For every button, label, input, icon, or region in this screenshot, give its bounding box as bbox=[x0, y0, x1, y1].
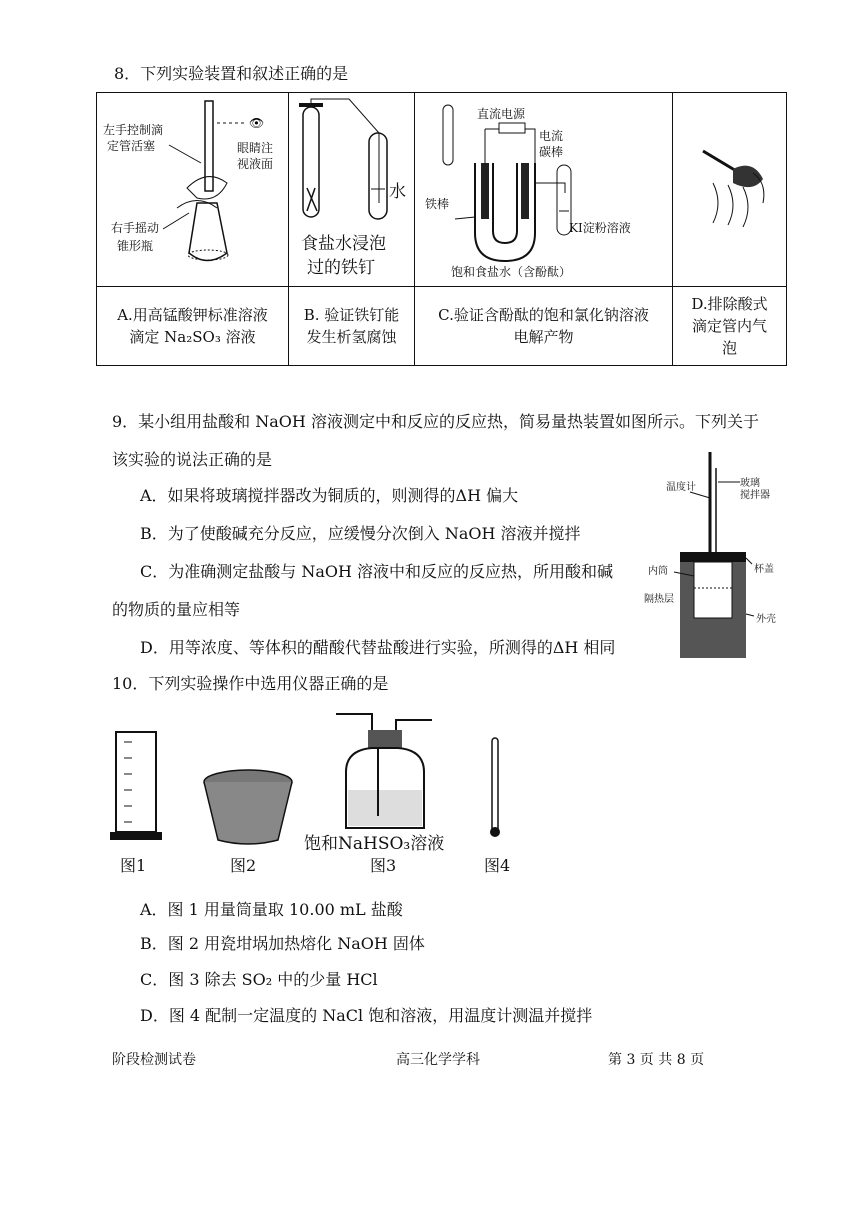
q8-option-b: B. 验证铁钉能 发生析氢腐蚀 bbox=[289, 287, 415, 366]
crucible-figure bbox=[200, 768, 296, 846]
fig-a-label-flask: 锥形瓶 bbox=[117, 239, 154, 253]
fig-c-label-brine: 饱和食盐水（含酚酞） bbox=[451, 265, 572, 279]
q10-fig-label-3: 图3 bbox=[370, 856, 397, 875]
fig-a-label-right-hand: 右手摇动 bbox=[111, 221, 160, 235]
fig-b-label-water: 水 bbox=[389, 182, 406, 202]
q10-option-a: A．图 1 用量筒量取 10.00 mL 盐酸 bbox=[140, 900, 403, 919]
footer-left: 阶段检测试卷 bbox=[112, 1052, 196, 1068]
fig-b-caption-1: 食盐水浸泡 bbox=[301, 234, 386, 254]
q10-option-d: D．图 4 配制一定温度的 NaCl 饱和溶液，用温度计测温并搅拌 bbox=[140, 1006, 593, 1025]
fig-b-caption-2: 过的铁钉 bbox=[307, 258, 375, 278]
calorimeter-label-lid: 杯盖 bbox=[754, 564, 774, 575]
q10-option-b: B．图 2 用瓷坩埚加热熔化 NaOH 固体 bbox=[140, 934, 425, 953]
titration-illustration bbox=[97, 93, 289, 286]
svg-text:👁: 👁 bbox=[249, 116, 265, 130]
calorimeter-figure bbox=[640, 448, 780, 668]
footer-page-number: 第 3 页 共 8 页 bbox=[608, 1052, 705, 1068]
fig-c-label-power: 直流电源 bbox=[477, 107, 526, 121]
q8-option-c: C.验证含酚酞的饱和氯化钠溶液 电解产物 bbox=[415, 287, 673, 366]
electrolysis-illustration bbox=[415, 93, 673, 286]
q9-option-a: A．如果将玻璃搅拌器改为铜质的，则测得的ΔH 偏大 bbox=[140, 486, 519, 505]
calorimeter-label-stirrer-1: 玻璃 bbox=[740, 478, 760, 489]
fig-c-label-current: 电流 bbox=[539, 129, 564, 143]
q10-fig-label-2: 图2 bbox=[230, 856, 257, 875]
fig-c-label-carbon: 碳棒 bbox=[539, 145, 564, 159]
q8-figure-c bbox=[415, 93, 673, 287]
calorimeter-label-inner: 内筒 bbox=[648, 566, 668, 577]
q8-option-d: D.排除酸式 滴定管内气 泡 bbox=[673, 287, 787, 366]
q8-figure-a bbox=[97, 93, 289, 287]
calorimeter-label-stirrer-2: 搅拌器 bbox=[740, 490, 770, 501]
q10-stem: 10．下列实验操作中选用仪器正确的是 bbox=[112, 674, 389, 693]
q9-option-d: D．用等浓度、等体积的醋酸代替盐酸进行实验，所测得的ΔH 相同 bbox=[140, 638, 616, 657]
q9-option-b: B．为了使酸碱充分反应，应缓慢分次倒入 NaOH 溶液并搅拌 bbox=[140, 524, 581, 543]
q10-fig-label-1: 图1 bbox=[120, 856, 147, 875]
fig-a-label-liquid: 视液面 bbox=[237, 157, 274, 171]
q8-figure-b bbox=[289, 93, 415, 287]
fig-c-label-ki: KI淀粉溶液 bbox=[569, 221, 631, 235]
graduated-cylinder-figure bbox=[110, 728, 170, 844]
q8-option-a: A.用高锰酸钾标准溶液 滴定 Na₂SO₃ 溶液 bbox=[97, 287, 289, 366]
q9-option-c-line-1: C．为准确测定盐酸与 NaOH 溶液中和反应的反应热，所用酸和碱 bbox=[140, 562, 614, 581]
footer-center: 高三化学学科 bbox=[396, 1052, 480, 1068]
gas-washing-bottle-figure bbox=[332, 706, 436, 834]
q9-option-c-line-2: 的物质的量应相等 bbox=[112, 600, 241, 619]
calorimeter-label-thermometer: 温度计 bbox=[666, 482, 696, 493]
q8-figure-d bbox=[673, 93, 787, 287]
calorimeter-label-insulation: 隔热层 bbox=[644, 594, 674, 605]
fig-a-label-left-hand: 左手控制滴 bbox=[103, 123, 164, 137]
fig-a-label-eye: 眼睛注 bbox=[237, 141, 274, 155]
thermometer-figure bbox=[488, 736, 502, 840]
calorimeter-label-outer: 外壳 bbox=[756, 614, 776, 625]
fig-a-label-stopcock: 定管活塞 bbox=[107, 139, 156, 153]
q10-fig-label-4: 图4 bbox=[484, 856, 511, 875]
q10-option-c: C．图 3 除去 SO₂ 中的少量 HCl bbox=[140, 970, 378, 989]
q9-stem-line-2: 该实验的说法正确的是 bbox=[112, 450, 273, 469]
bubble-removal-illustration bbox=[673, 93, 787, 286]
q8-table bbox=[96, 92, 787, 366]
fig-c-label-iron: 铁棒 bbox=[425, 197, 450, 211]
q10-fig3-solution-label: 饱和NaHSO₃溶液 bbox=[304, 834, 445, 854]
q8-stem: 8．下列实验装置和叙述正确的是 bbox=[114, 64, 349, 83]
q9-stem-line-1: 9．某小组用盐酸和 NaOH 溶液测定中和反应的反应热，简易量热装置如图所示。下列关于 bbox=[112, 412, 759, 431]
